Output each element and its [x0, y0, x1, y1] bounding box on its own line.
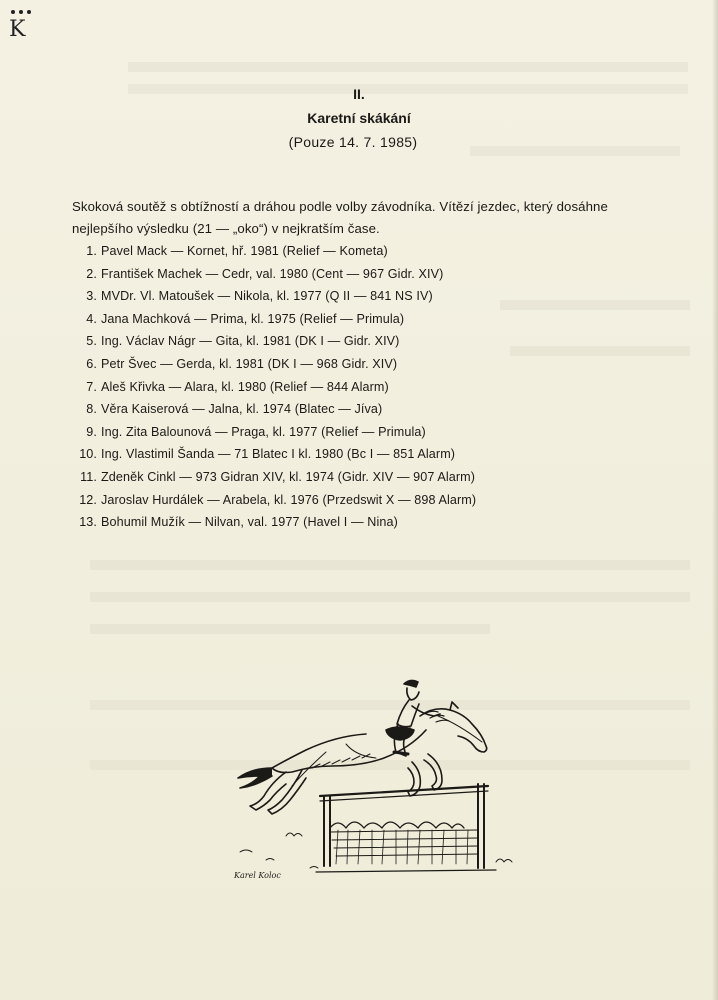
- list-item: 11. Zdeněk Cinkl — 973 Gidran XIV, kl. 1974 (Gidr. XIV — 907 Alarm): [80, 469, 476, 484]
- horse-jump-illustration: [226, 672, 516, 890]
- logo-letter: K: [9, 17, 26, 42]
- list-item: 6. Petr Švec — Gerda, kl. 1981 (DK I — 968 Gidr. XIV): [86, 356, 398, 371]
- list-item: 8. Věra Kaiserová — Jalna, kl. 1974 (Blatec — Jíva): [86, 402, 383, 417]
- list-item: 9. Ing. Zita Balounová — Praga, kl. 1977 (Relief — Primula): [86, 424, 426, 439]
- competition-description: Skoková soutěž s obtížností a dráhou podle volby závodníka. Vítězí jezdec, který dosáhne nejlepšího výsledku (21 — „oko“) v nejkratším čase.: [72, 199, 608, 236]
- list-item: 2. František Machek — Cedr, val. 1980 (Cent — 967 Gidr. XIV): [86, 266, 444, 281]
- list-item: 7. Aleš Křivka — Alara, kl. 1980 (Relief — 844 Alarm): [86, 379, 389, 394]
- list-item: 3. MVDr. Vl. Matoušek — Nikola, kl. 1977 (Q II — 841 NS IV): [86, 289, 433, 304]
- list-item: 1. Pavel Mack — Kornet, hř. 1981 (Relief — Kometa): [86, 244, 388, 258]
- illustration-signature: Karel Koloc: [234, 871, 281, 880]
- section-title: Karetní skákání: [307, 110, 411, 126]
- logo-dots: [11, 10, 31, 14]
- list-item: 12. Jaroslav Hurdálek — Arabela, kl. 1976 (Przedswit X — 898 Alarm): [79, 492, 477, 507]
- list-item: 5. Ing. Václav Nágr — Gita, kl. 1981 (DK I — Gidr. XIV): [86, 334, 400, 349]
- participants-list: [72, 240, 632, 534]
- event-date: (Pouze 14. 7. 1985): [288, 134, 418, 150]
- page-edge-shadow: [712, 0, 718, 1000]
- list-item: 10. Ing. Vlastimil Šanda — 71 Blatec I kl. 1980 (Bc I — 851 Alarm): [79, 447, 456, 462]
- section-number: II.: [353, 86, 365, 102]
- list-item: 4. Jana Machková — Prima, kl. 1975 (Relief — Primula): [86, 311, 405, 326]
- publisher-logo: [9, 10, 35, 50]
- list-item: 13. Bohumil Mužík — Nilvan, val. 1977 (Havel I — Nina): [79, 515, 398, 530]
